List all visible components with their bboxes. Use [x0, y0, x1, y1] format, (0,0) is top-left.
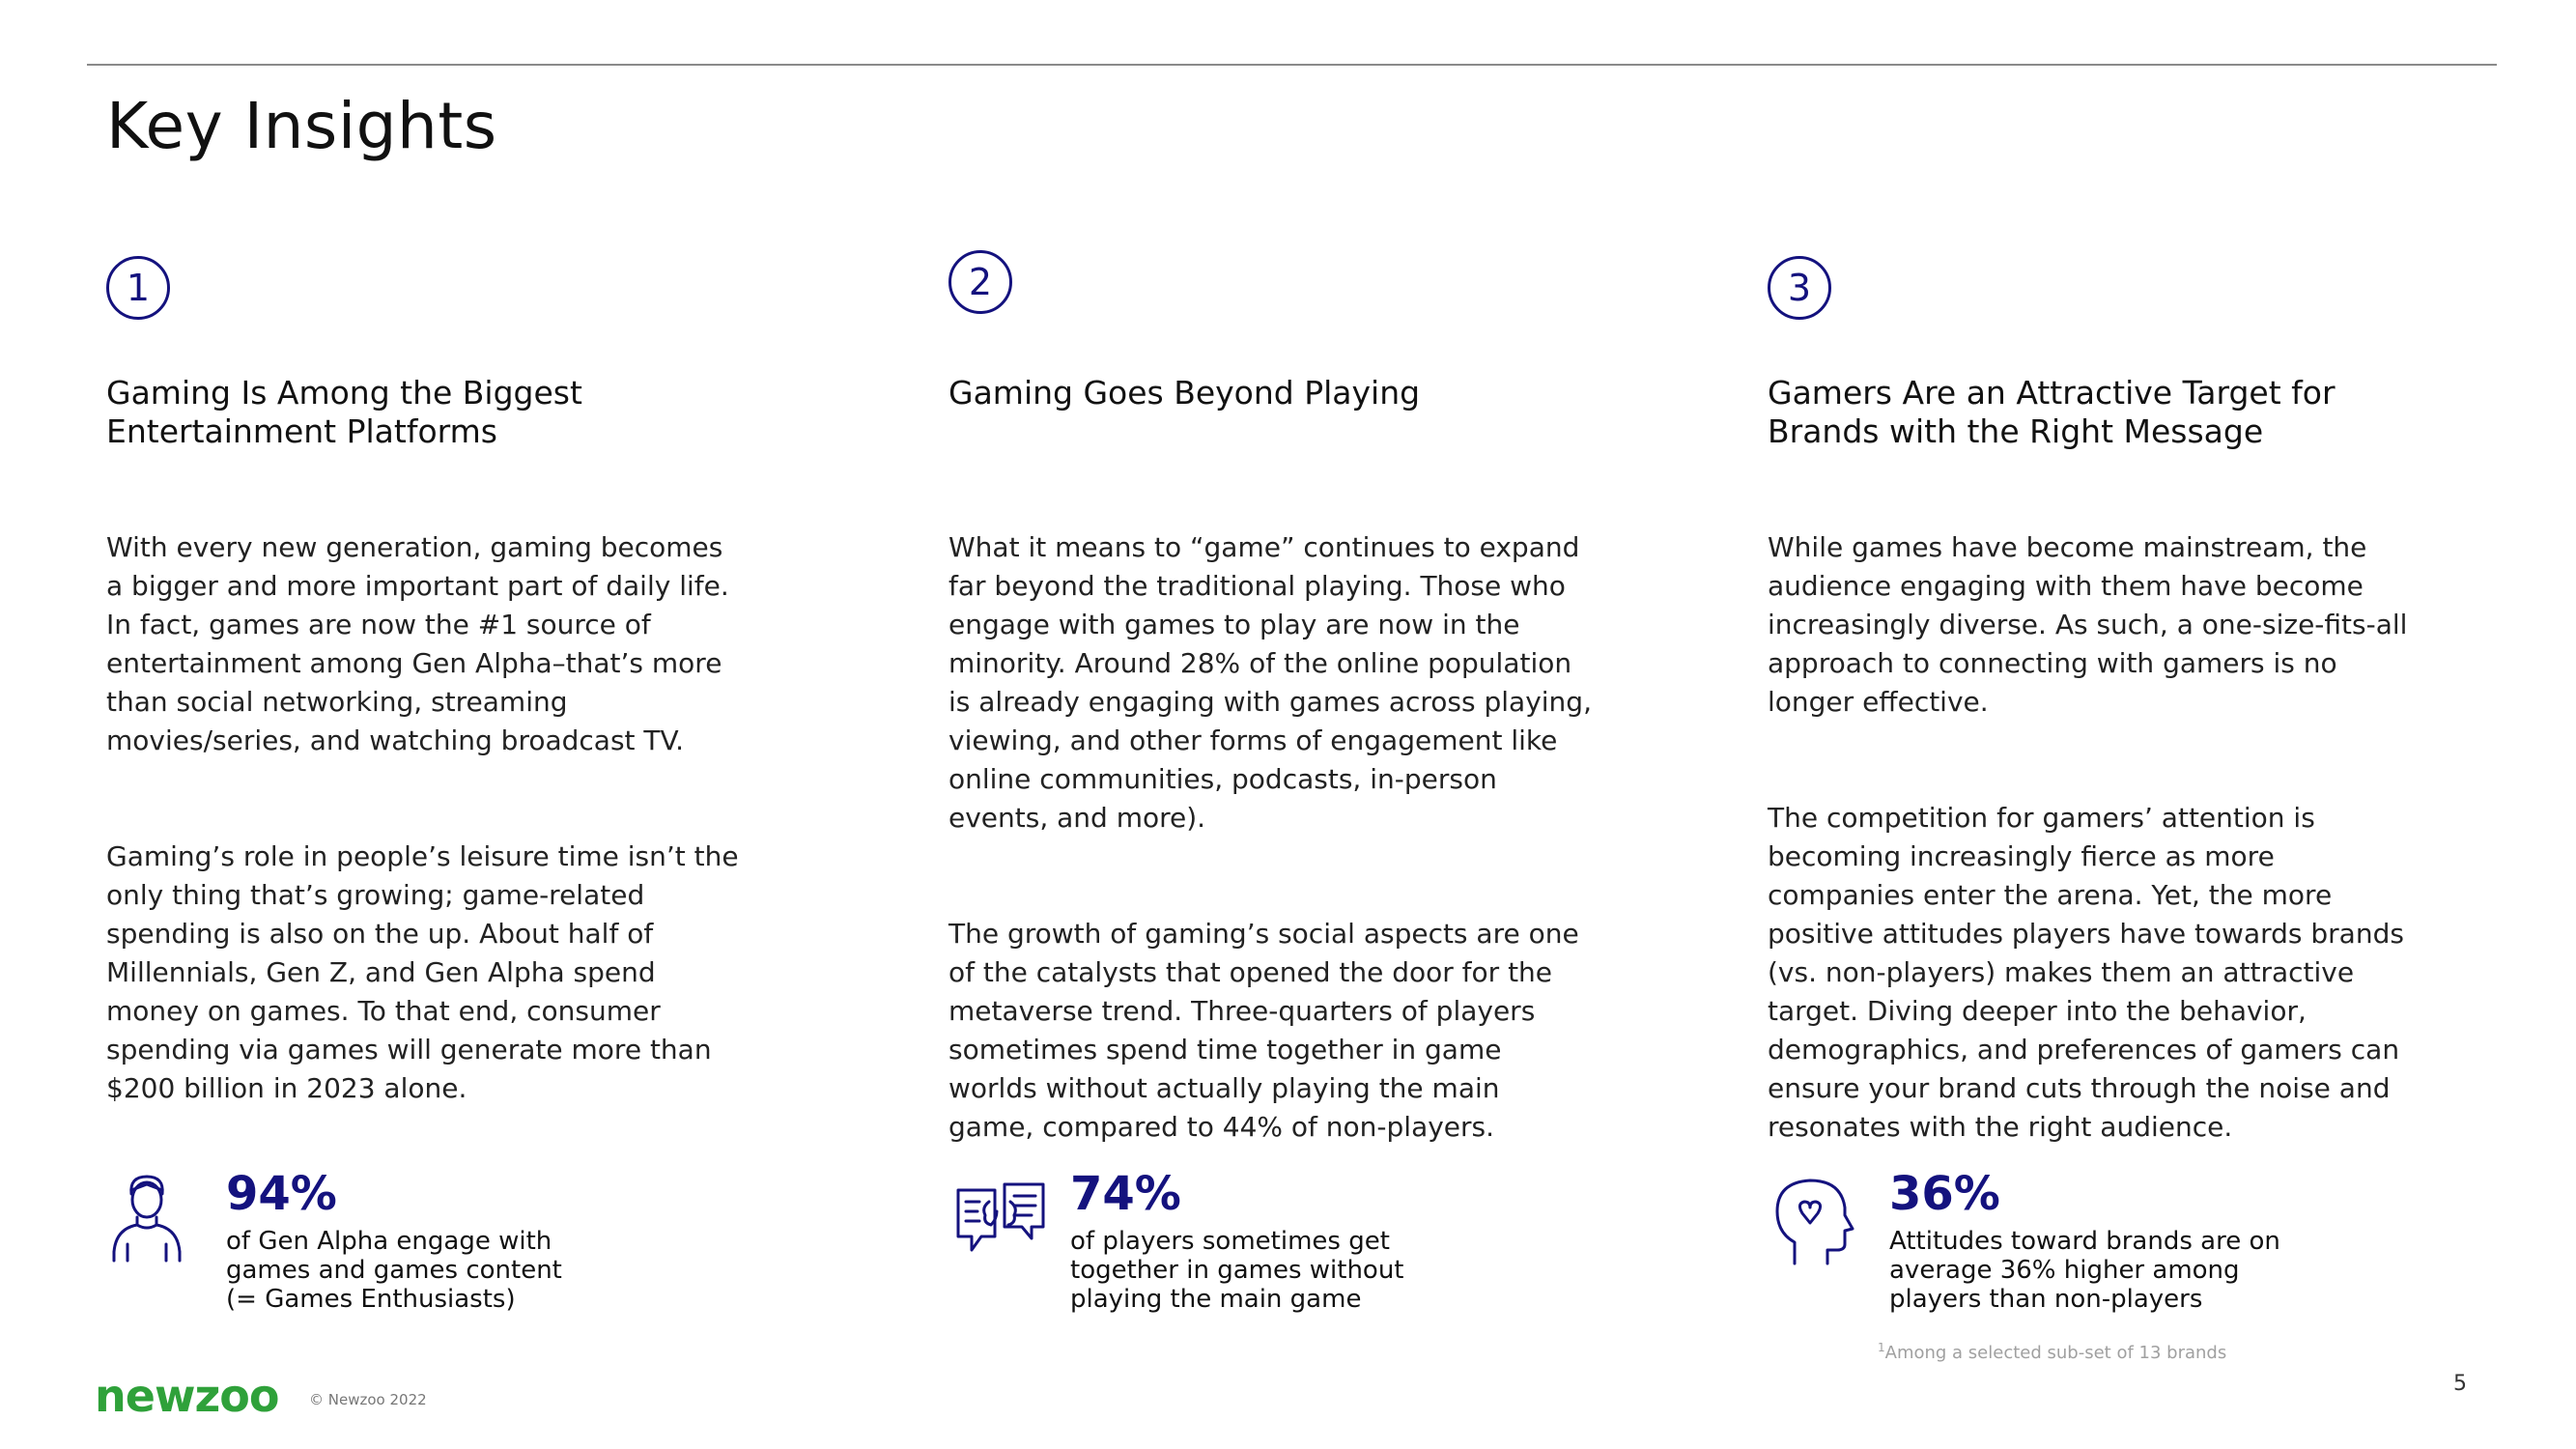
stat-description: Attitudes toward brands are on average 36% higher among players than non-players [1889, 1227, 2280, 1314]
stat-text [226, 1169, 562, 1314]
copyright: © Newzoo 2022 [309, 1391, 427, 1408]
newzoo-logo: newzoo [95, 1370, 279, 1422]
head-heart-icon [1768, 1169, 1854, 1275]
paragraph: While games have become mainstream, the audience engaging with them have become increasingly diverse. As such, a one-size-fits-all approach to connecting with gamers is no longer effective. [1768, 531, 2408, 718]
stat-description: of players sometimes get together in games without playing the main game [1070, 1227, 1404, 1314]
insight-heading: Gaming Is Among the Biggest Entertainment Platforms [106, 374, 582, 450]
stat-text [1889, 1169, 2280, 1314]
insight-heading: Gamers Are an Attractive Target for Brands with the Right Message [1768, 374, 2335, 450]
insight-heading: Gaming Goes Beyond Playing [948, 374, 1421, 412]
insight-column-3 [1768, 256, 2444, 1185]
page-title: Key Insights [106, 89, 497, 163]
page-number: 5 [2453, 1372, 2467, 1396]
number-badge: 1 [106, 256, 170, 320]
stat-description: of Gen Alpha engage with games and games content (= Games Enthusiasts) [226, 1227, 562, 1314]
number-badge: 3 [1768, 256, 1831, 320]
insight-body [948, 490, 1625, 1185]
paragraph: What it means to “game” continues to expand far beyond the traditional playing. Those who engage with games to play are now in the minority. Around 28% of the online population is already engaging with games across playing, viewing, and other forms of engagement like online communities, podcasts, in-person events, and more). [948, 531, 1592, 834]
footnote-text: Among a selected sub-set of 13 brands [1884, 1343, 2227, 1363]
number-badge: 2 [948, 250, 1012, 314]
insight-column-1 [106, 256, 782, 1147]
chat-bubbles-icon [954, 1169, 1051, 1275]
insight-body [1768, 490, 2444, 1185]
insight-body [106, 490, 782, 1147]
stat-value: 36% [1889, 1167, 2000, 1221]
header-rule [87, 64, 2497, 66]
stat-block-2 [954, 1169, 1404, 1314]
paragraph: Gaming’s role in people’s leisure time isn’t the only thing that’s growing; game-related spending is also on the up. About half of Millennials, Gen Z, and Gen Alpha spend money on games. To that end, consumer spending via games will generate more than $200 billion in 2023 alone. [106, 840, 739, 1104]
footnote-marker: 1 [1878, 1341, 1885, 1354]
stat-value: 74% [1070, 1167, 1181, 1221]
paragraph: The competition for gamers’ attention is becoming increasingly fierce as more companies enter the arena. Yet, the more positive attitudes players have towards brands (vs. non-players) makes them an attractive target. Diving deeper into the behavior, demographics, and preferences of gamers can ensure your brand cuts through the noise and resonates with the right audience. [1768, 802, 2404, 1143]
person-icon [108, 1169, 185, 1275]
stat-text [1070, 1169, 1404, 1314]
footnote [1878, 1341, 2226, 1363]
paragraph: The growth of gaming’s social aspects are one of the catalysts that opened the door for the metaverse trend. Three-quarters of players sometimes spend time together in game worlds without actually playing the main game, compared to 44% of non-players. [948, 918, 1579, 1143]
insight-column-2 [948, 256, 1625, 1185]
paragraph: With every new generation, gaming becomes a bigger and more important part of daily life. In fact, games are now the #1 source of entertainment among Gen Alpha–that’s more than social networking, streaming movies/series, and watching broadcast TV. [106, 531, 729, 756]
stat-block-3 [1768, 1169, 2280, 1314]
stat-block-1 [108, 1169, 562, 1314]
stat-value: 94% [226, 1167, 337, 1221]
